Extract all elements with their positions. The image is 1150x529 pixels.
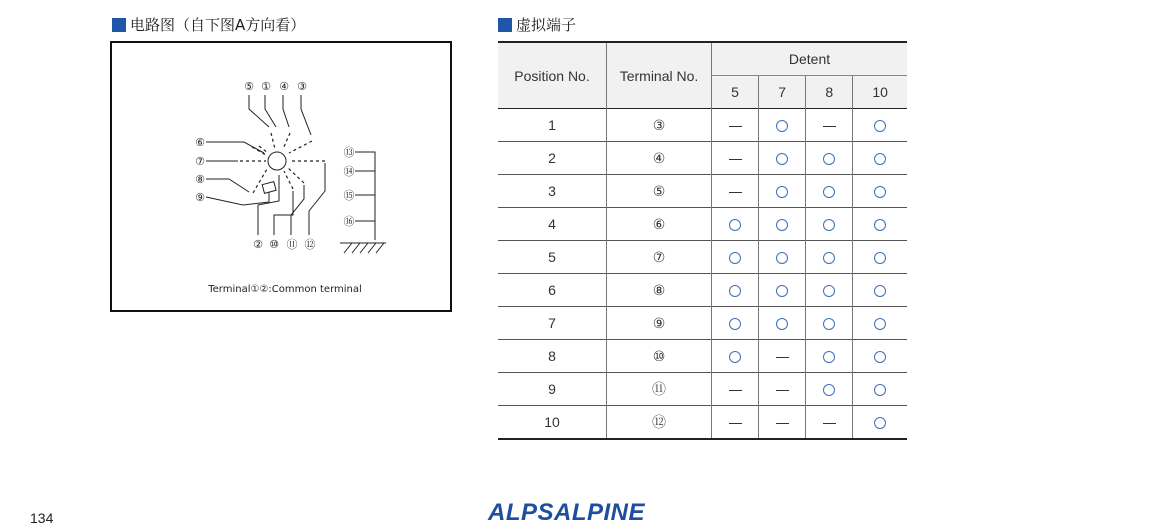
cell-detent: [759, 274, 806, 307]
cell-detent: [759, 175, 806, 208]
cell-position: 5: [498, 241, 607, 274]
circle-mark-icon: [874, 351, 886, 363]
cell-position: 7: [498, 307, 607, 340]
cell-detent: [806, 307, 853, 340]
section-marker-icon: [498, 18, 512, 32]
cell-terminal: ④: [607, 142, 712, 175]
circle-mark-icon: [823, 285, 835, 297]
table-row: [498, 241, 907, 274]
cell-terminal: ⑫: [607, 406, 712, 440]
circuit-caption: Terminal①②:Common terminal: [208, 284, 362, 295]
circle-mark-icon: [729, 351, 741, 363]
label-right-3: ⑯: [343, 215, 355, 228]
circle-mark-icon: [823, 318, 835, 330]
circle-mark-icon: [729, 318, 741, 330]
table-row: [498, 274, 907, 307]
lead-6: [206, 142, 264, 153]
cell-detent: [806, 208, 853, 241]
circle-mark-icon: [776, 252, 788, 264]
switch-bar: [355, 152, 375, 240]
cell-position: 1: [498, 109, 607, 142]
dash-mark-icon: [776, 357, 789, 358]
terminal-section-title: [498, 14, 576, 35]
dash-mark-icon: [729, 423, 742, 424]
cell-detent: [853, 142, 907, 175]
cell-detent: [759, 241, 806, 274]
cell-position: 6: [498, 274, 607, 307]
cell-terminal: ⑤: [607, 175, 712, 208]
cell-detent: [759, 373, 806, 406]
cell-detent: [806, 406, 853, 440]
cell-terminal: ⑥: [607, 208, 712, 241]
cell-detent: [853, 241, 907, 274]
lead-9: [206, 189, 269, 205]
header-detent-value: 10: [853, 76, 907, 109]
cell-detent: [759, 406, 806, 440]
cell-position: 9: [498, 373, 607, 406]
circuit-section-title: [112, 14, 305, 35]
circle-mark-icon: [874, 153, 886, 165]
cell-detent: [712, 373, 759, 406]
header-detent-value: 5: [712, 76, 759, 109]
lead-10: [274, 191, 293, 235]
cell-detent: [712, 142, 759, 175]
circle-mark-icon: [874, 186, 886, 198]
dash-mark-icon: [729, 390, 742, 391]
label-right-0: ⑬: [343, 146, 355, 159]
cell-position: 4: [498, 208, 607, 241]
table-body: [498, 109, 907, 440]
circle-mark-icon: [729, 285, 741, 297]
table-row: [498, 208, 907, 241]
cell-detent: [712, 241, 759, 274]
label-bottom-1: ⑩: [269, 238, 279, 251]
dash-mark-icon: [776, 423, 789, 424]
circle-mark-icon: [874, 318, 886, 330]
circle-mark-icon: [874, 285, 886, 297]
circuit-drawing: [112, 43, 450, 310]
table-row: [498, 109, 907, 142]
lead-1: [265, 95, 276, 127]
label-bottom-0: ②: [253, 238, 263, 251]
label-top-0: ⑤: [244, 80, 254, 93]
cell-terminal: ③: [607, 109, 712, 142]
dash-mark-icon: [729, 159, 742, 160]
cell-detent: [759, 142, 806, 175]
table-row: [498, 340, 907, 373]
circle-mark-icon: [823, 153, 835, 165]
cell-detent: [806, 109, 853, 142]
circle-mark-icon: [776, 153, 788, 165]
terminal-table: [498, 41, 907, 440]
label-right-1: ⑭: [343, 165, 355, 178]
header-detent: Detent: [712, 42, 908, 76]
header-detent-value: 7: [759, 76, 806, 109]
cell-detent: [806, 175, 853, 208]
table-row: [498, 406, 907, 440]
cell-detent: [853, 175, 907, 208]
cell-position: 10: [498, 406, 607, 440]
cell-detent: [853, 307, 907, 340]
cell-detent: [853, 208, 907, 241]
cell-detent: [712, 307, 759, 340]
label-left-2: ⑧: [195, 173, 205, 186]
circle-mark-icon: [823, 351, 835, 363]
cell-detent: [712, 208, 759, 241]
logo-text: ALPSALPINE: [488, 499, 646, 526]
lead-12: [309, 163, 325, 235]
circle-mark-icon: [729, 252, 741, 264]
cell-detent: [712, 406, 759, 440]
circle-mark-icon: [776, 186, 788, 198]
section-marker-icon: [112, 18, 126, 32]
label-left-3: ⑨: [195, 191, 205, 204]
cell-detent: [712, 175, 759, 208]
cell-position: 2: [498, 142, 607, 175]
label-top-1: ①: [261, 80, 271, 93]
dash-mark-icon: [729, 126, 742, 127]
table-row: [498, 373, 907, 406]
cell-detent: [712, 274, 759, 307]
cell-terminal: ⑧: [607, 274, 712, 307]
cell-detent: [853, 340, 907, 373]
cell-detent: [712, 340, 759, 373]
cell-position: 3: [498, 175, 607, 208]
cell-detent: [853, 109, 907, 142]
table-row: [498, 142, 907, 175]
label-top-2: ④: [279, 80, 289, 93]
cell-terminal: ⑪: [607, 373, 712, 406]
cell-detent: [759, 340, 806, 373]
table-row: [498, 307, 907, 340]
page-number: 134: [30, 510, 54, 526]
cell-detent: [853, 373, 907, 406]
circuit-title-text: 电路图（自下图A方向看）: [130, 16, 306, 34]
circuit-diagram: [110, 41, 452, 312]
rotor-circle: [268, 152, 286, 170]
circle-mark-icon: [874, 252, 886, 264]
cell-terminal: ⑨: [607, 307, 712, 340]
cell-detent: [759, 307, 806, 340]
circle-mark-icon: [874, 417, 886, 429]
cell-position: 8: [498, 340, 607, 373]
cell-detent: [759, 208, 806, 241]
label-left-0: ⑥: [195, 136, 205, 149]
table-row: [498, 175, 907, 208]
cell-detent: [759, 109, 806, 142]
cell-terminal: ⑩: [607, 340, 712, 373]
cell-detent: [806, 373, 853, 406]
circle-mark-icon: [776, 120, 788, 132]
dash-mark-icon: [823, 423, 836, 424]
circle-mark-icon: [729, 219, 741, 231]
label-right-2: ⑮: [343, 189, 355, 202]
brand-logo: [488, 499, 664, 527]
terminal-title-text: 虚拟端子: [516, 16, 577, 34]
circle-mark-icon: [823, 384, 835, 396]
label-bottom-3: ⑫: [304, 238, 316, 251]
dash-mark-icon: [776, 390, 789, 391]
circle-mark-icon: [823, 252, 835, 264]
circle-mark-icon: [823, 186, 835, 198]
circle-mark-icon: [874, 384, 886, 396]
header-terminal: Terminal No.: [607, 42, 712, 109]
circle-mark-icon: [776, 219, 788, 231]
header-position: Position No.: [498, 42, 607, 109]
circle-mark-icon: [776, 318, 788, 330]
cell-detent: [806, 274, 853, 307]
dash-mark-icon: [729, 192, 742, 193]
lead-3: [301, 95, 311, 135]
cell-detent: [806, 340, 853, 373]
label-left-1: ⑦: [195, 155, 205, 168]
cell-terminal: ⑦: [607, 241, 712, 274]
cell-detent: [806, 241, 853, 274]
label-bottom-2: ⑪: [286, 238, 298, 251]
cell-detent: [712, 109, 759, 142]
header-detent-value: 8: [806, 76, 853, 109]
dash-mark-icon: [823, 126, 836, 127]
cell-detent: [806, 142, 853, 175]
circle-mark-icon: [823, 219, 835, 231]
cell-detent: [853, 406, 907, 440]
circle-mark-icon: [874, 219, 886, 231]
cell-detent: [853, 274, 907, 307]
label-top-3: ③: [297, 80, 307, 93]
lead-4: [283, 95, 289, 127]
circle-mark-icon: [776, 285, 788, 297]
circle-mark-icon: [874, 120, 886, 132]
lead-8: [206, 179, 249, 192]
